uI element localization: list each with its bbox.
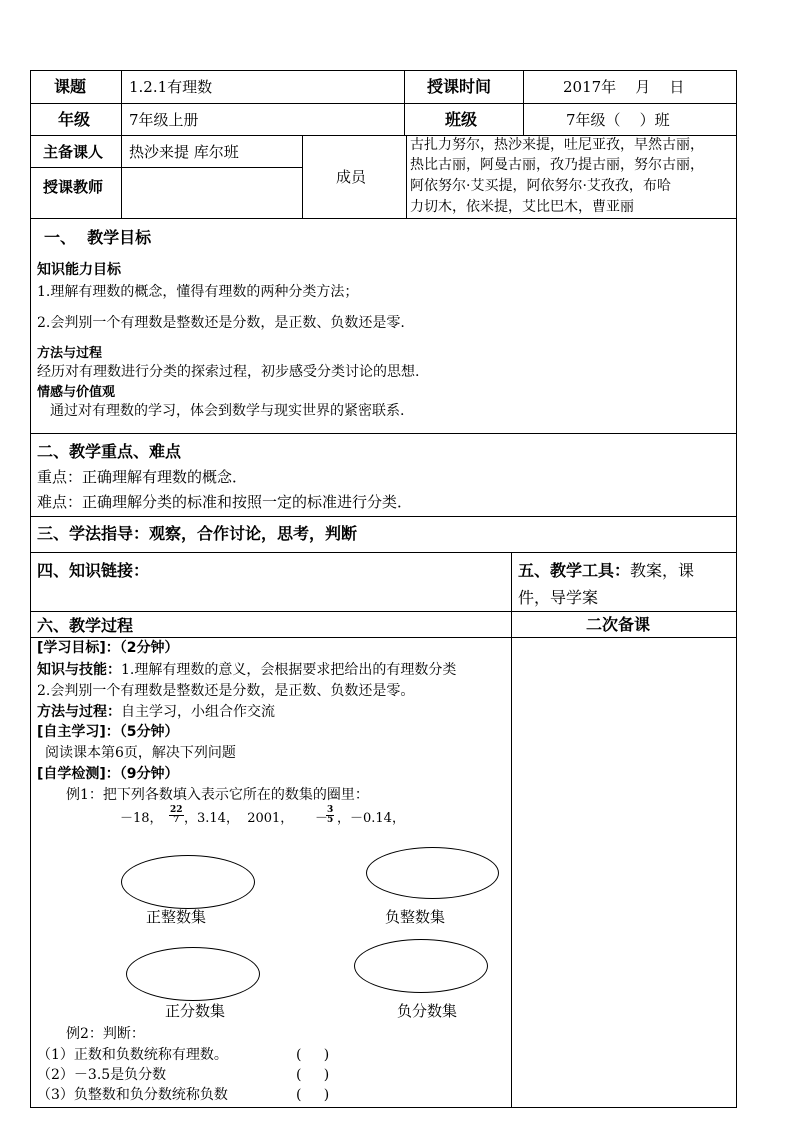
fraction-denominator: 7	[173, 815, 180, 825]
section-title: 一、 教学目标	[44, 228, 152, 247]
method-text: 经历对有理数进行分类的探索过程，初步感受分类讨论的思想.	[37, 364, 420, 380]
row-divider	[30, 167, 302, 168]
fraction-numerator: 3	[327, 805, 334, 815]
preparer-value: 热沙来提 库尔班	[129, 143, 239, 161]
fraction-sign: －	[315, 811, 329, 826]
answer-blank[interactable]: ( )	[296, 1087, 330, 1103]
method-text: 自主学习，小组合作交流	[121, 704, 275, 720]
col-divider	[406, 135, 407, 218]
table-border-top	[30, 70, 737, 71]
answer-blank[interactable]: ( )	[296, 1047, 330, 1063]
row-divider	[30, 135, 737, 136]
side-title: 二次备课	[586, 615, 651, 634]
set-label: 正分数集	[165, 1002, 226, 1020]
topic-value: 1.2.1有理数	[129, 78, 213, 96]
method-label: 方法与过程：	[37, 704, 121, 720]
example-1: 例1：把下列各数填入表示它所在的数集的圈里：	[66, 787, 369, 803]
col-divider	[404, 70, 405, 135]
set-label: 负整数集	[385, 908, 446, 926]
set-ellipse	[126, 947, 260, 1001]
difficult-point: 难点：正确理解分类的标准和按照一定的标准进行分类．	[37, 493, 413, 511]
skill-line	[37, 663, 456, 677]
section-title: 四、知识链接：	[37, 561, 150, 580]
fraction-3-5	[326, 806, 334, 825]
members-line: 热比古丽，阿曼古丽，孜乃提古丽，努尔古丽，	[410, 157, 704, 173]
teacher-label: 授课教师	[43, 178, 104, 196]
members-line: 阿依努尔·艾买提，阿依努尔·艾孜孜，布哈	[410, 178, 671, 194]
row-divider	[30, 103, 737, 104]
skill-label: 知识与技能：	[37, 662, 121, 678]
check-title: [自学检测]：（9分钟）	[37, 766, 179, 782]
members-line: 古扎力努尔，热沙来提，吐尼亚孜，早然古丽，	[410, 137, 704, 153]
knowledge-item: 2.会判别一个有理数是整数还是分数，是正数、负数还是零.	[37, 315, 405, 331]
set-ellipse	[366, 847, 499, 899]
number-list: ，3.14， 2001，	[184, 811, 294, 826]
members-label: 成员	[336, 168, 367, 186]
set-ellipse	[121, 855, 255, 909]
emotion-text: 通过对有理数的学习，体会到数学与现实世界的紧密联系.	[50, 403, 405, 419]
set-label: 正整数集	[146, 908, 207, 926]
class-label: 班级	[445, 110, 478, 129]
self-study-title: [自主学习]：（5分钟）	[37, 724, 179, 740]
section-title: 六、教学过程	[37, 616, 134, 635]
preparer-label: 主备课人	[43, 143, 104, 161]
col-divider	[511, 552, 512, 1107]
skill-text: 1.理解有理数的意义，会根据要求把给出的有理数分类	[121, 662, 457, 678]
answer-blank[interactable]: ( )	[296, 1067, 330, 1083]
col-divider	[523, 70, 524, 135]
key-point: 重点：正确理解有理数的概念．	[37, 468, 248, 486]
number-list: －18，	[120, 811, 163, 826]
section-title: 二、教学重点、难点	[37, 442, 182, 461]
judge-item: （3）负整数和负分数统称负数	[37, 1087, 228, 1103]
row-divider	[30, 516, 737, 517]
col-divider	[121, 70, 122, 218]
judge-item: （2）－3.5是负分数	[37, 1067, 167, 1083]
table-border-right	[736, 70, 737, 1107]
judge-item: （1）正数和负数统称有理数。	[37, 1047, 228, 1063]
tools-label: 五、教学工具：	[518, 561, 631, 580]
fraction-denominator: 5	[327, 815, 334, 825]
time-value: 2017年 月 日	[563, 78, 685, 96]
number-list: ，－0.14，	[337, 811, 405, 826]
fraction-numerator: 22	[170, 805, 183, 815]
col-divider	[302, 135, 303, 218]
row-divider	[30, 433, 737, 434]
skill-line: 2.会判别一个有理数是整数还是分数，是正数、负数还是零。	[37, 683, 415, 699]
set-label: 负分数集	[397, 1002, 458, 1020]
section-title: 三、学法指导：观察，合作讨论，思考，判断	[37, 524, 358, 543]
row-divider	[30, 637, 737, 638]
row-divider	[30, 218, 737, 219]
set-ellipse	[354, 939, 488, 993]
tools-line: 件，导学案	[518, 588, 599, 607]
emotion-title: 情感与价值观	[37, 385, 116, 400]
row-divider	[30, 611, 737, 612]
method-line	[37, 705, 275, 719]
class-value: 7年级（ ）班	[566, 111, 670, 129]
tools-value: 教案，课	[630, 561, 695, 580]
grade-value: 7年级上册	[129, 111, 199, 129]
knowledge-item: 1.理解有理数的概念，懂得有理数的两种分类方法；	[37, 284, 359, 300]
self-study-text: 阅读课本第6页，解决下列问题	[45, 745, 236, 761]
goal-title: [学习目标]：（2分钟）	[37, 640, 179, 656]
topic-label: 课题	[54, 77, 87, 96]
row-divider	[30, 552, 737, 553]
members-line: 力切木，依米提，艾比巴木，曹亚丽	[410, 199, 634, 215]
table-border-left	[30, 70, 31, 1107]
example-2: 例2：判断：	[66, 1026, 145, 1042]
method-title: 方法与过程	[37, 346, 103, 361]
time-label: 授课时间	[427, 77, 492, 96]
grade-label: 年级	[58, 110, 91, 129]
fraction-22-7	[169, 806, 184, 825]
knowledge-title: 知识能力目标	[37, 262, 121, 278]
tools-line	[518, 563, 694, 579]
table-border-bottom	[30, 1107, 737, 1108]
